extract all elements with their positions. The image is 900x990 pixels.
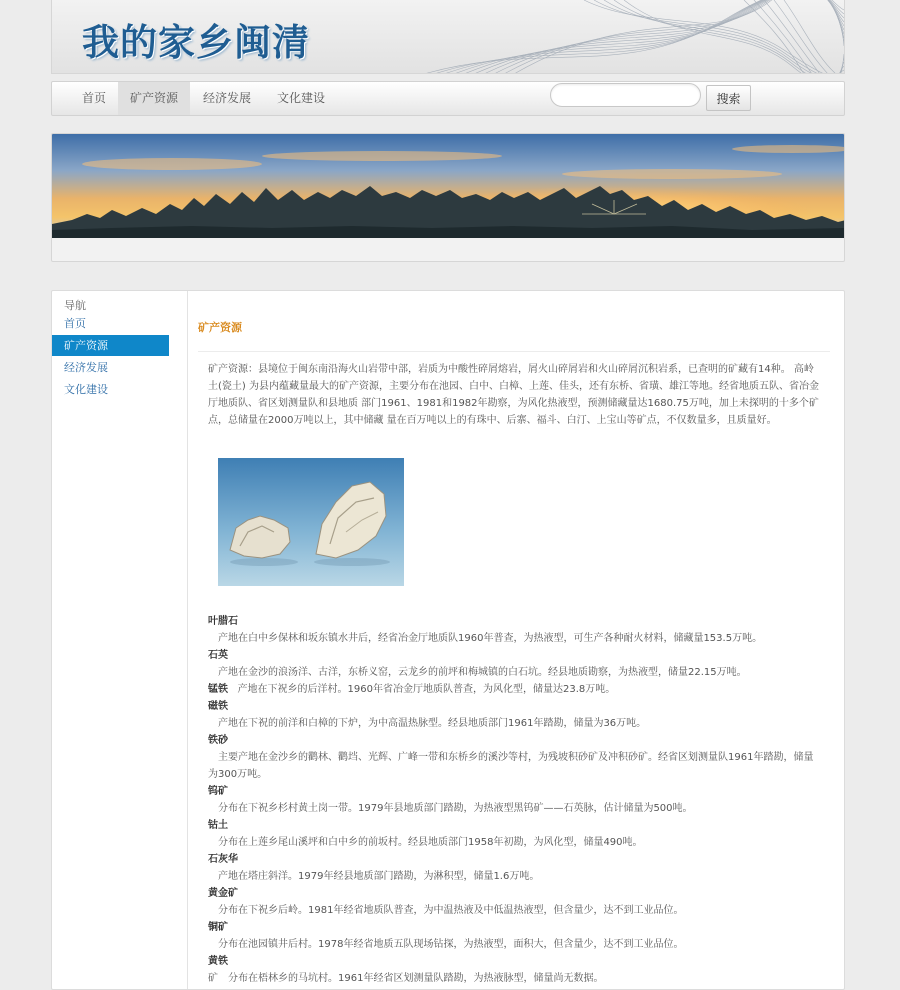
mineral-name: 石英 [208,650,228,661]
mineral-item [208,613,822,647]
mineral-desc: 分布在下祝乡杉村黄土岗一带。1979年县地质部门踏勘，为热液型黑钨矿——石英脉，估计储量为500吨。 [218,803,693,814]
search-input[interactable] [550,83,701,107]
nav-item-minerals[interactable]: 矿产资源 [118,82,190,115]
sidebar-item-minerals[interactable]: 矿产资源 [52,335,169,356]
mineral-name: 锰铁 [208,684,228,695]
mineral-desc: 产地在金沙的浪汤洋、古洋，东桥义窑，云龙乡的前坪和梅城镇的白石坑。经县地质勘察，为热液型，储量22.15万吨。 [218,667,747,678]
mineral-name: 石灰华 [208,854,238,865]
mineral-desc: 产地在塔庄斜洋。1979年经县地质部门踏勘，为淋积型，储量1.6万吨。 [218,871,540,882]
mineral-name: 铁砂 [208,735,228,746]
mineral-rock-photo [218,458,404,586]
mineral-item [208,647,822,681]
mineral-item [208,783,822,817]
mineral-item [208,919,822,953]
mineral-desc: 矿 分布在梧林乡的马坑村。1961年经省区划测量队踏勘，为热液脉型，储量尚无数据。 [208,973,604,984]
sidebar-item-economy[interactable]: 经济发展 [64,361,108,374]
content-area [187,291,844,989]
mineral-desc: 分布在上莲乡尾山溪坪和白中乡的前坂村。经县地质部门1958年初勘，为风化型，储量490吨。 [218,837,643,848]
mineral-item [208,817,822,851]
content-title: 矿产资源 [198,321,242,334]
mineral-item [208,885,822,919]
site-title: 我的家乡闽清 [82,21,310,64]
mineral-desc: 分布在下祝乡后岭。1981年经省地质队普查，为中温热液及中低温热液型，但含量少，达不到工业品位。 [218,905,684,916]
mineral-name: 黄金矿 [208,888,238,899]
hero-banner [51,133,845,262]
title-divider [198,351,830,352]
mineral-item [208,851,822,885]
mineral-item [208,698,822,732]
nav-item-culture[interactable]: 文化建设 [276,91,325,105]
mineral-item [208,732,822,783]
sidebar-item-culture[interactable]: 文化建设 [64,383,108,396]
sidebar-item-home[interactable]: 首页 [64,317,86,330]
intro-paragraph: 矿产资源：县境位于闽东南沿海火山岩带中部，岩质为中酸性碎屑熔岩，屑火山碎屑岩和火山碎屑沉积岩系，已查明的矿藏有14种。 高岭土(瓷土) 为县内蕴藏量最大的矿产资源，主要分布在池园、白中、白樟、上莲、佳头，还有东桥、省璜、雄江等地。经省地质五队、省冶金厅地质队、省区划测量队和县地质 部门1961、1981和1982年勘察，为风化热液型，预测储藏量达1680.75万吨，加上未探明的十多个矿点，总储量在2000万吨以上，其中储藏 量在百万吨以上的有珠中、后寨、福斗、白汀、上宝山等矿点，不仅数量多，且质量好。 [208,364,819,426]
main-panel [51,290,845,990]
mineral-list [208,613,822,987]
mineral-name: 黄铁 [208,956,228,967]
search-button[interactable]: 搜索 [706,85,751,111]
mineral-item [208,681,822,698]
sidebar-title: 导航 [64,299,86,312]
nav-item-economy[interactable]: 经济发展 [202,91,251,105]
mineral-name: 磁铁 [208,701,228,712]
mineral-name: 叶腊石 [208,616,238,627]
site-header [51,0,845,74]
mineral-desc: 产地在白中乡保林和坂东镇水井后，经省冶金厅地质队1960年普查，为热液型，可生产各种耐火材料，储藏量153.5万吨。 [218,633,763,644]
nav-item-home[interactable]: 首页 [81,91,106,105]
mineral-desc: 分布在池园镇井后村。1978年经省地质五队现场钻探，为热液型，面积大，但含量少，达不到工业品位。 [218,939,684,950]
mineral-name: 铜矿 [208,922,228,933]
mineral-name: 钴土 [208,820,228,831]
mineral-name: 钨矿 [208,786,228,797]
top-navbar [51,81,845,116]
mineral-desc: 产地在下祝乡的后洋村。1960年省冶金厅地质队普查，为风化型，储量达23.8万吨。 [237,684,616,695]
mineral-item [208,953,822,987]
sidebar [52,291,188,989]
header-wave-graphic [424,0,844,74]
mineral-desc: 产地在下祝的前洋和白樟的下炉，为中高温热脉型。经县地质部门1961年踏勘，储量为36万吨。 [218,718,647,729]
hero-sunset-image [52,134,845,238]
mineral-desc: 主要产地在金沙乡的鹳林、鹳垱、光辉、广峰一带和东桥乡的溪沙等村，为残坡积砂矿及冲积砂矿。经省区划测量队1961年踏勘，储量为300万吨。 [208,752,814,780]
